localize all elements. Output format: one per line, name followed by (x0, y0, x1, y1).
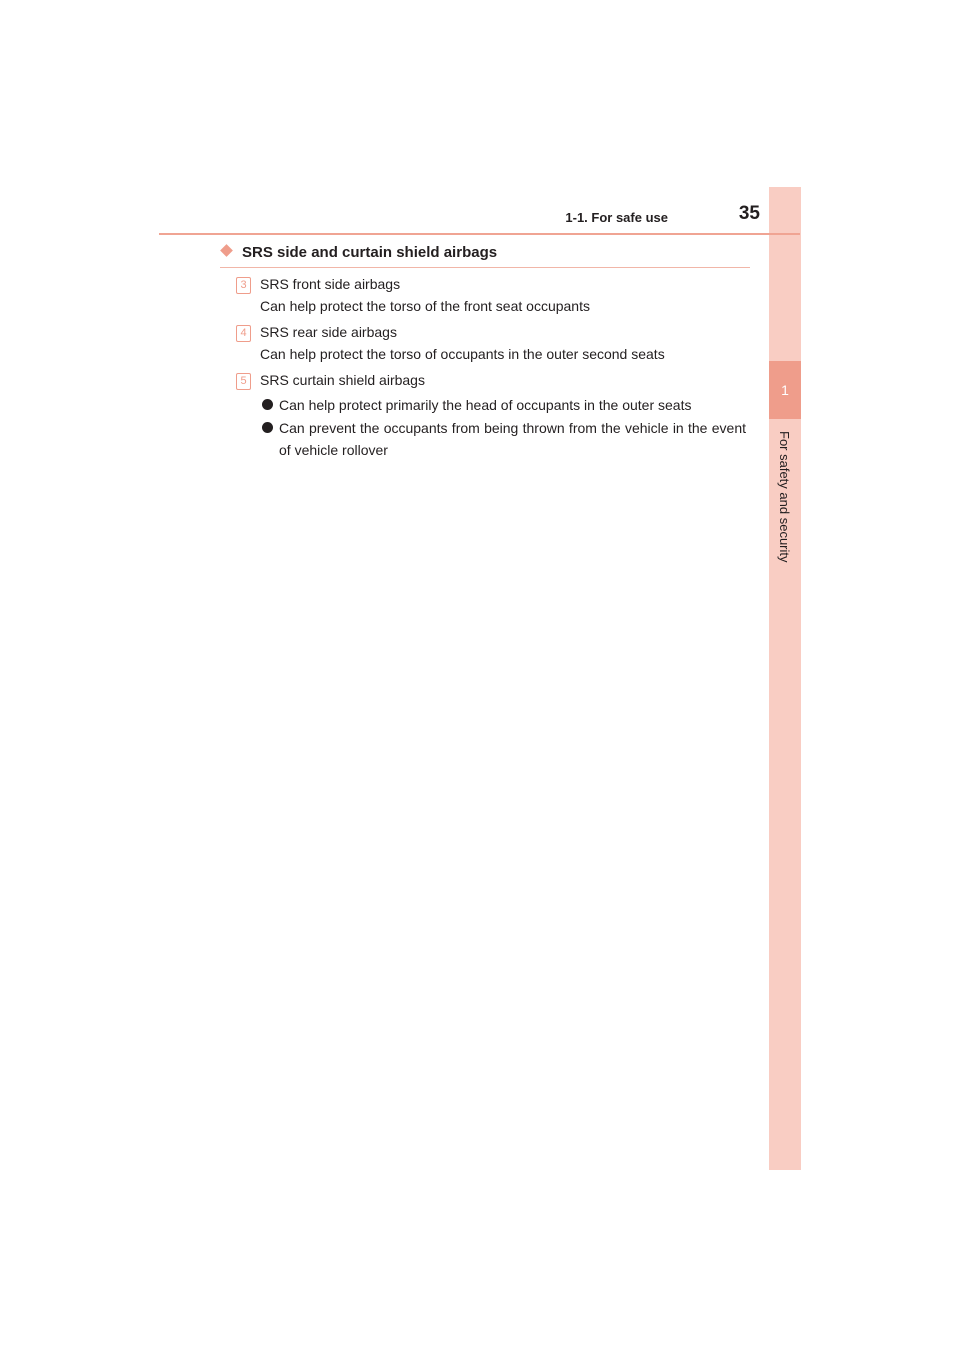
page-number: 35 (738, 203, 760, 224)
item-title: SRS rear side airbags (260, 324, 397, 340)
side-tab (769, 187, 801, 1170)
item-number-badge: 4 (236, 325, 251, 342)
sub-heading (220, 243, 750, 268)
bullet-dot-icon (262, 422, 273, 433)
chapter-number-tab: 1 (769, 361, 801, 419)
bullet-text: Can help protect primarily the head of occupants in the outer seats (279, 397, 692, 413)
header-rule (159, 233, 800, 235)
item-number-badge: 5 (236, 373, 251, 390)
item-number-badge: 3 (236, 277, 251, 294)
sub-heading-text: SRS side and curtain shield airbags (242, 244, 498, 261)
item-description: Can help protect the torso of occupants in the outer second seats (260, 346, 665, 362)
bullet-dot-icon (262, 399, 273, 410)
item-description: Can help protect the torso of the front seat occupants (260, 298, 590, 314)
bullet-text: Can prevent the occupants from being thrown from the vehicle in the event of vehicle rollover (279, 420, 746, 458)
item-title: SRS front side airbags (260, 276, 401, 292)
chapter-title: For safety and security (777, 431, 792, 563)
item-title: SRS curtain shield airbags (260, 372, 425, 388)
section-title: 1-1. For safe use (565, 210, 668, 225)
diamond-icon (220, 244, 233, 257)
